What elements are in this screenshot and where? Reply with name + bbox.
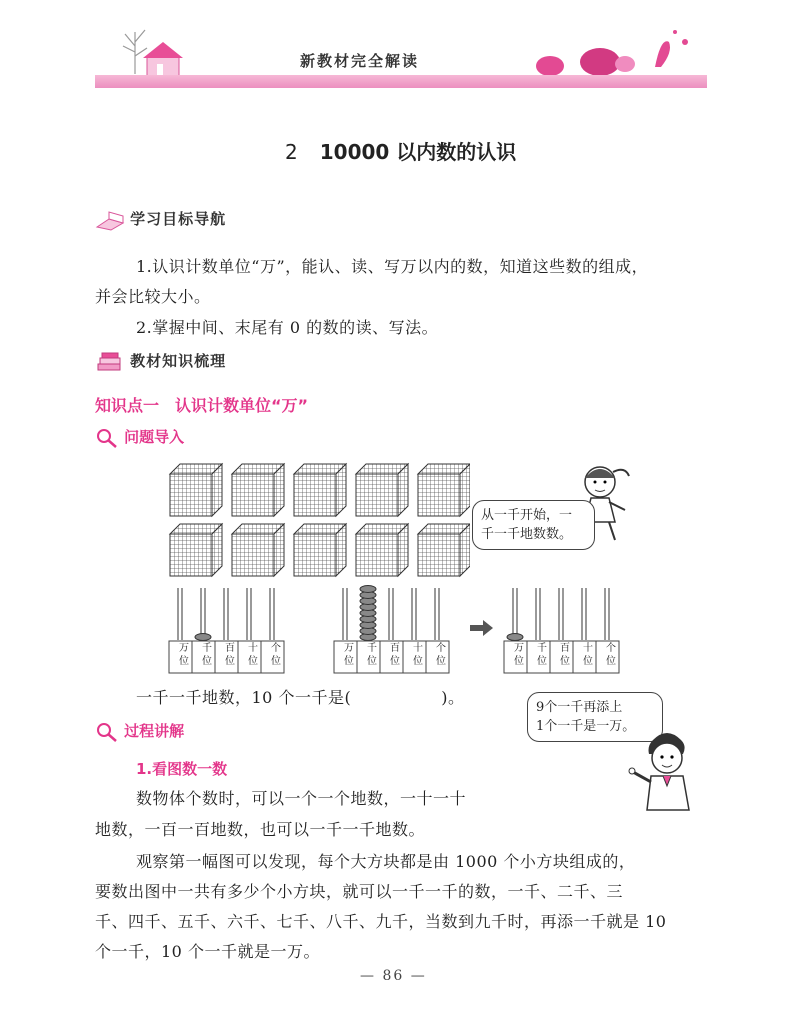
- abacus3-label-shi: 十位: [583, 643, 593, 667]
- header-bar: [95, 75, 707, 88]
- abacus1-label-qian: 千位: [202, 643, 212, 667]
- knowledge-point-title: 知识点一 认识计数单位“万”: [95, 396, 309, 415]
- section-goals-title: 学习目标导航: [130, 210, 227, 228]
- abacus-labels: [169, 642, 629, 674]
- bubble1-line1: 从一千开始，一: [481, 508, 573, 523]
- abacus3-label-bai: 百位: [560, 643, 570, 667]
- plant-illustration: [536, 30, 688, 76]
- abacus2-label-wan: 万位: [344, 643, 354, 667]
- abacus2-label-bai: 百位: [390, 643, 400, 667]
- abacus3-bead: [507, 634, 523, 641]
- chapter-title-text: 10000 以内数的认识: [319, 140, 517, 164]
- process-title: 过程讲解: [124, 722, 185, 740]
- goal2: 2.掌握中间、末尾有 0 的数的读、写法。: [136, 318, 439, 337]
- abacus1-label-shi: 十位: [248, 643, 258, 667]
- abacus1-label-bai: 百位: [225, 643, 235, 667]
- intro-heading: [95, 426, 184, 449]
- bubble2-line1: 9个一千再添上: [536, 700, 623, 715]
- page-number: — 86 —: [360, 968, 427, 984]
- tree-illustration: [123, 30, 147, 74]
- section-knowledge-heading: [95, 350, 226, 373]
- section-goals-heading: [95, 208, 226, 231]
- books-icon: [95, 351, 125, 373]
- thousand-cubes-illustration: [165, 462, 470, 582]
- magnifier-icon: [95, 427, 119, 449]
- process-p2-line4: 个一千，10 个一千就是一万。: [95, 942, 320, 961]
- fill-blank-sentence: [136, 686, 464, 710]
- process-heading: [95, 720, 184, 743]
- boy-illustration: [625, 730, 705, 815]
- abacus1-bead: [195, 634, 211, 641]
- goal1-line1: 1.认识计数单位“万”，能认、读、写万以内的数，知道这些数的组成，: [136, 257, 649, 276]
- abacus2-label-ge: 个位: [436, 643, 446, 667]
- girl-speech-bubble: [472, 500, 595, 550]
- bubble1-line2: 千一千地数数。: [481, 527, 573, 542]
- process-p2-line2: 要数出图中一共有多少个小方块，就可以一千一千的数，一千、二千、三: [95, 882, 624, 901]
- fill-sentence-before: 一千一千地数，10 个一千是(: [136, 688, 352, 707]
- abacus3-label-ge: 个位: [606, 643, 616, 667]
- abacus2-label-qian: 千位: [367, 643, 377, 667]
- abacus2-label-shi: 十位: [413, 643, 423, 667]
- book-icon: [95, 209, 125, 231]
- section-knowledge-title: 教材知识梳理: [130, 352, 227, 370]
- abacus3-label-qian: 千位: [537, 643, 547, 667]
- house-illustration: [143, 42, 183, 76]
- process-p2-line3: 千、四千、五千、六千、七千、八千、九千，当数到九千时，再添一千就是 10: [95, 912, 667, 931]
- process-subheading: 1.看图数一数: [136, 760, 228, 778]
- fill-sentence-after: )。: [441, 688, 465, 707]
- process-p2-line1: 观察第一幅图可以发现，每个大方块都是由 1000 个小方块组成的，: [136, 852, 636, 871]
- magnifier-icon: [95, 721, 119, 743]
- process-p1-line1: 数物体个数时，可以一个一个地数，一十一十: [136, 789, 467, 808]
- header-title: 新教材完全解读: [300, 52, 420, 70]
- abacus2-beads: [360, 586, 376, 641]
- chapter-title: [285, 136, 516, 165]
- abacus3-label-wan: 万位: [514, 643, 524, 667]
- goal1-line2: 并会比较大小。: [95, 287, 211, 306]
- intro-title: 问题导入: [124, 428, 185, 446]
- process-p1-line2: 地数，一百一百地数，也可以一千一千地数。: [95, 820, 426, 839]
- abacus1-label-wan: 万位: [179, 643, 189, 667]
- bubble2-line2: 1个一千是一万。: [536, 719, 636, 734]
- chapter-number: 2: [285, 140, 298, 164]
- abacus1-label-ge: 个位: [271, 643, 281, 667]
- right-arrow-icon: [470, 620, 493, 636]
